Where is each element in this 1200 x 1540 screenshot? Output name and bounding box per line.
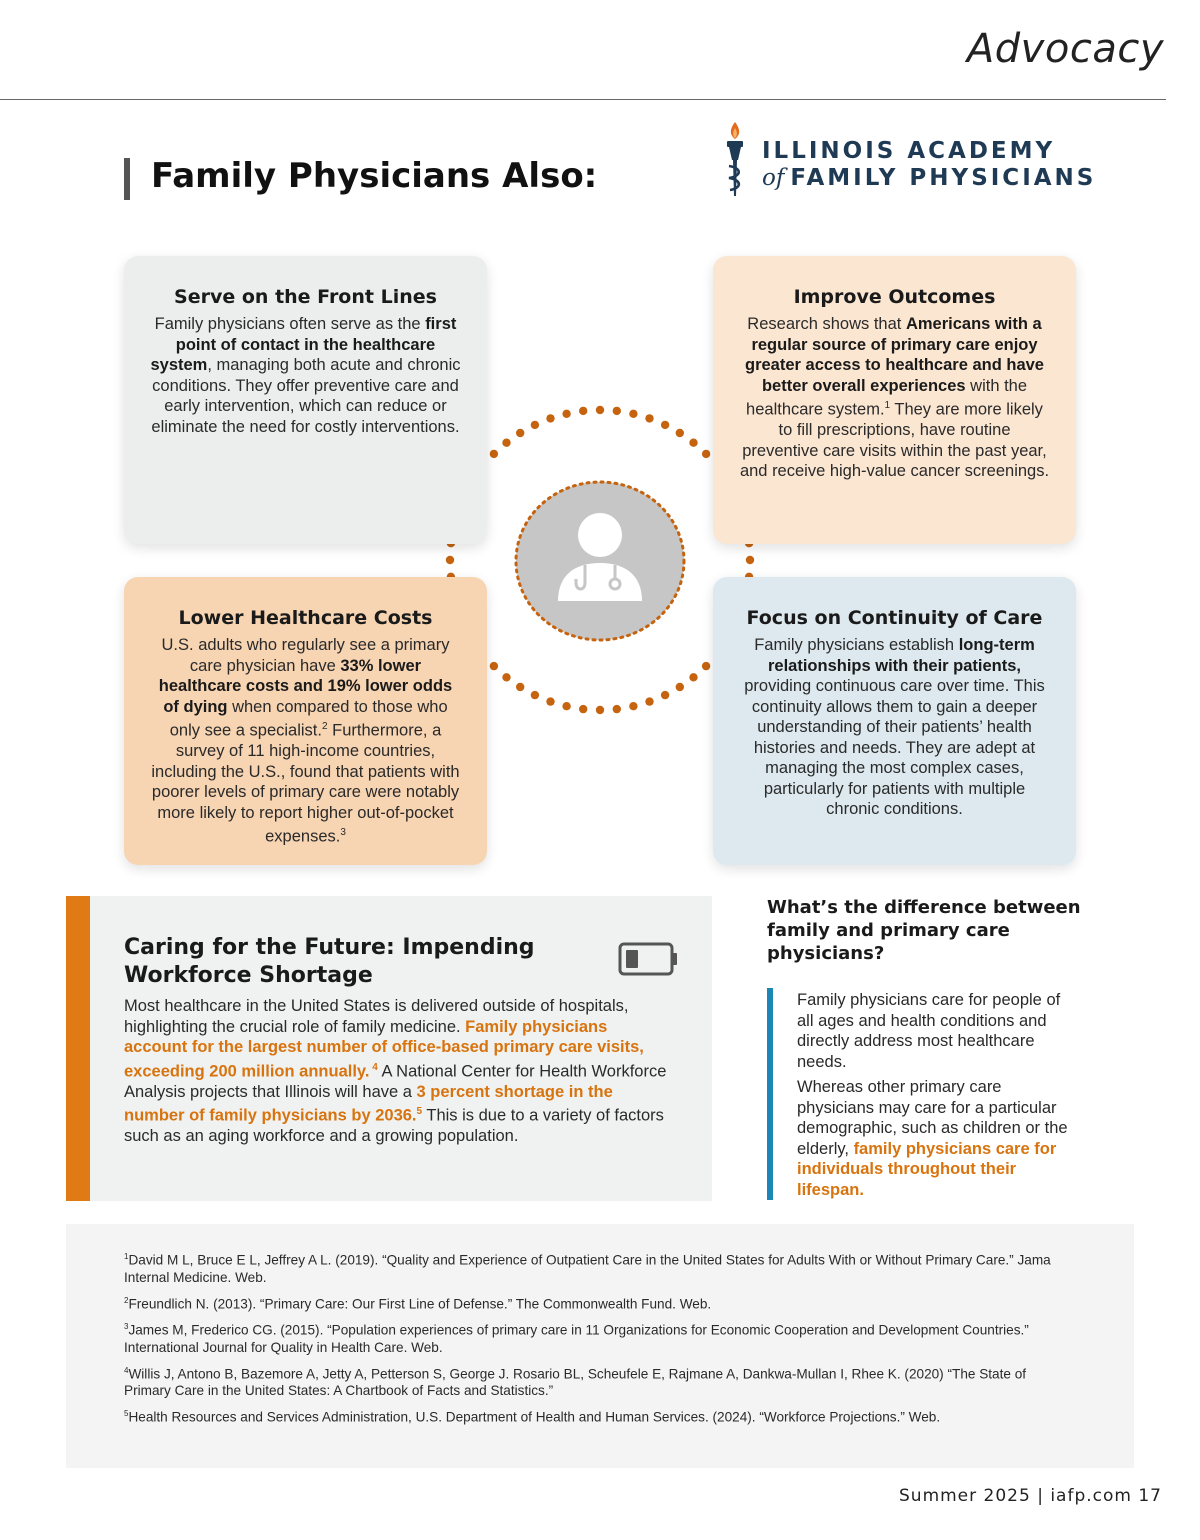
- card-title: Lower Healthcare Costs: [178, 607, 433, 629]
- reference-item: $^1$David M L, Bruce E L, Jeffrey A L. (2019). “Quality and Experience of Outpatient Care in the United States for Adults With or Without Primary Care.” Jama Internal Medicine. Web.: [124, 1252, 1051, 1285]
- page-title: Family Physicians Also:: [151, 156, 598, 196]
- page-footer: Summer 2025 | iafp.com 17: [899, 1486, 1162, 1506]
- doctor-icon: [513, 479, 687, 643]
- reference-item: $^3$James M, Frederico CG. (2015). “Population experiences of primary care in 11 Organizations for Economic Cooperation and Development Countries.” International Journal for Quality in Health Care. Web.: [124, 1322, 1029, 1355]
- reference-item: $^5$Health Resources and Services Administration, U.S. Department of Health and Human Services. (2024). “Workforce Projections.” Web.: [124, 1409, 941, 1425]
- card-outcomes: [713, 256, 1076, 544]
- reference-item: $^2$Freundlich N. (2013). “Primary Care: Our First Line of Defense.” The Commonwealth Fund. Web.: [124, 1295, 712, 1312]
- difference-title: What’s the difference between family and primary care physicians?: [767, 897, 1081, 964]
- iafp-logo: [718, 120, 1138, 200]
- logo-line-2: [762, 165, 1096, 191]
- card-body: Family physicians establish long-term relationships with their patients, providing continuous care over time. This continuity allows them to gain a deeper understanding of their patients’ health histories and needs. They are adept at managing the most complex cases, particularly for patients with multiple chronic conditions.: [744, 636, 1045, 818]
- panel-accent-bar: [66, 896, 90, 1201]
- card-continuity: [713, 577, 1076, 865]
- card-title: Serve on the Front Lines: [174, 286, 437, 308]
- workforce-shortage-panel: [66, 896, 712, 1201]
- header-divider: [0, 99, 1166, 100]
- card-title: Focus on Continuity of Care: [746, 607, 1043, 629]
- torch-icon: [720, 120, 750, 200]
- card-body: Family physicians often serve as the first point of contact in the healthcare system, managing both acute and chronic conditions. They offer preventive care and early intervention, which can reduce or eliminate the need for costly interventions.: [150, 315, 461, 436]
- section-label: Advocacy: [966, 26, 1164, 72]
- battery-low-icon: [618, 942, 680, 976]
- card-title: Improve Outcomes: [793, 286, 996, 308]
- title-accent-bar: [124, 158, 130, 200]
- difference-paragraph-1: Family physicians care for people of all ages and health conditions and directly address most healthcare needs.: [797, 991, 1061, 1071]
- card-front-lines: [124, 256, 487, 544]
- panel-body: Most healthcare in the United States is delivered outside of hospitals, highlighting the crucial role of family medicine. Family physicians account for the largest number of office-based primary care visits, exceeding 200 million annually. $^4$ A National Center for Health Workforce Analysis projects that Illinois will have a 3 percent shortage in the number of family physicians by 2036.$^5$ This is due to a variety of factors such as an aging workforce and a growing population.: [124, 997, 667, 1145]
- difference-paragraph-2: Whereas other primary care physicians may care for a particular demographic, such as children or the elderly, family physicians care for individuals throughout their lifespan.: [797, 1078, 1068, 1199]
- panel-title: Caring for the Future: Impending Workforce Shortage: [124, 935, 535, 988]
- references: [66, 1224, 1134, 1468]
- logo-of: of: [762, 165, 785, 191]
- logo-line-1: ILLINOIS ACADEMY: [762, 138, 1056, 164]
- difference-accent-bar: [767, 988, 773, 1200]
- card-costs: [124, 577, 487, 865]
- reference-item: $^4$Willis J, Antono B, Bazemore A, Jetty A, Petterson S, George J. Rosario BL, Scheufele E, Rajmane A, Dankwa-Mullan I, Rhee K. (2020) “The State of Primary Care in the United States: A Chartbook of Facts and Statistics.”: [124, 1365, 1027, 1399]
- card-body: U.S. adults who regularly see a primary care physician have 33% lower healthcare costs and 19% lower odds of dying when compared to those who only see a specialist.$^2$ Furthermore, a survey of 11 high-income countries, including the U.S., found that patients with poorer levels of primary care were notably more likely to report higher out-of-pocket expenses.$^3$: [151, 636, 460, 846]
- card-body: Research shows that Americans with a regular source of primary care enjoy greater access to healthcare and have better overall experiences with the healthcare system.$^1$ They are more likely to fill prescriptions, have routine preventive care visits within the past year, and receive high-value cancer screenings.: [739, 315, 1050, 480]
- logo-line-2-text: FAMILY PHYSICIANS: [790, 165, 1097, 191]
